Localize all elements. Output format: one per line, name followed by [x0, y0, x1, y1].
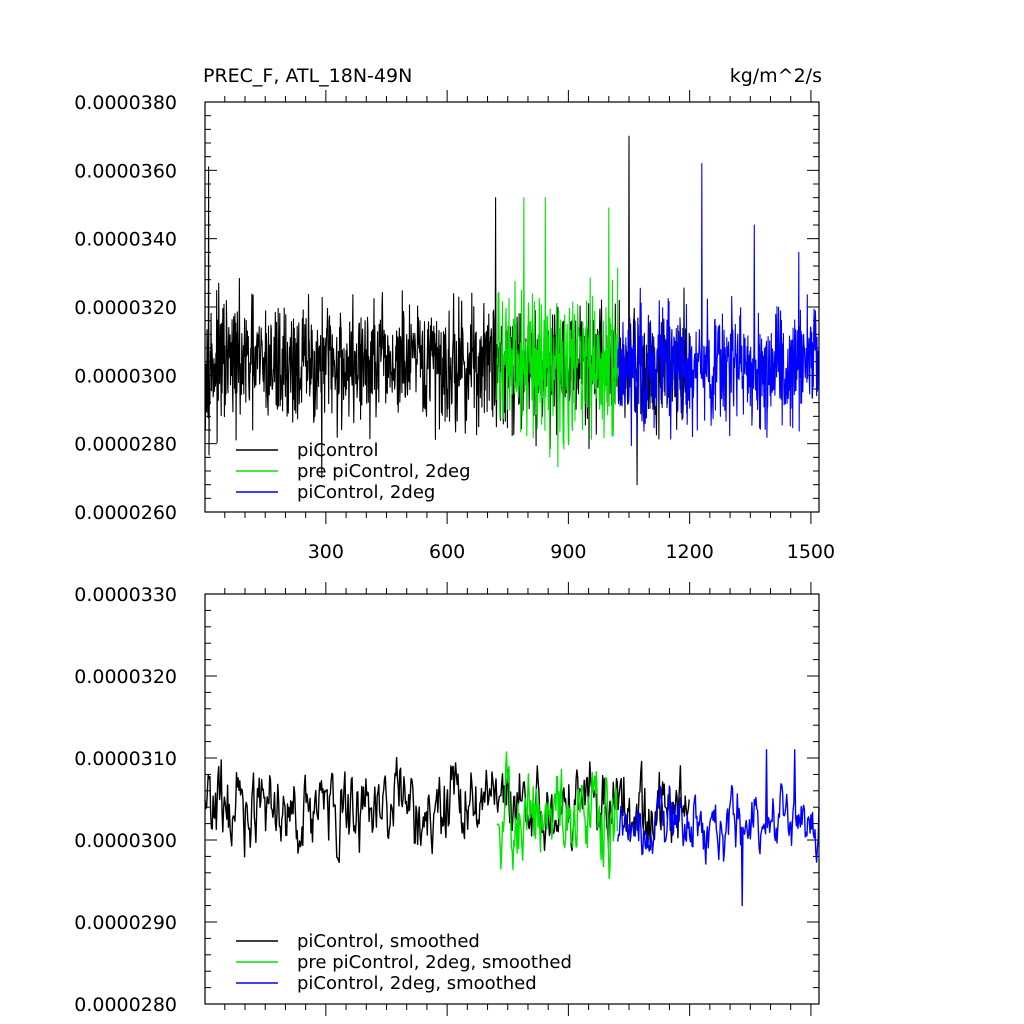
top-panel	[74, 65, 835, 563]
y-tick-label: 0.0000260	[74, 502, 177, 524]
x-tick-label: 1200	[665, 541, 714, 563]
x-tick-label: 300	[307, 541, 344, 563]
legend-label-picontrol: piControl	[297, 440, 379, 461]
y-tick-label: 0.0000290	[74, 912, 177, 934]
legend-label-picontrol-2deg: piControl, 2deg	[297, 482, 436, 503]
y-tick-label: 0.0000380	[74, 92, 177, 114]
y-tick-label: 0.0000280	[74, 994, 177, 1016]
y-tick-label: 0.0000310	[74, 748, 177, 770]
y-tick-label: 0.0000320	[74, 297, 177, 319]
x-tick-label: 600	[428, 541, 466, 563]
y-tick-label: 0.0000360	[74, 160, 177, 183]
y-tick-label: 0.0000280	[74, 433, 177, 456]
top-panel-title: PREC_F, ATL_18N-49N	[203, 65, 413, 87]
legend-label-pre-picontrol-2deg: pre piControl, 2deg	[297, 461, 471, 482]
top-panel-x-tick-labels	[308, 541, 835, 563]
y-tick-label: 0.0000300	[74, 830, 177, 852]
top-panel-y-tick-labels	[74, 92, 177, 524]
bottom-panel-legend	[236, 931, 572, 994]
y-tick-label: 0.0000300	[74, 365, 177, 388]
bottom-panel	[74, 582, 819, 1016]
y-tick-label: 0.0000330	[74, 584, 177, 606]
bottom-panel-y-tick-labels	[74, 584, 177, 1016]
top-panel-legend	[236, 440, 471, 503]
top-panel-series	[205, 136, 819, 485]
x-tick-label: 1500	[786, 541, 836, 563]
y-tick-label: 0.0000320	[74, 666, 177, 688]
y-tick-label: 0.0000340	[74, 228, 177, 251]
top-panel-units: kg/m^2/s	[729, 65, 822, 87]
legend-label-pre-picontrol-2deg-smoothed: pre piControl, 2deg, smoothed	[297, 952, 572, 973]
legend-label-picontrol-2deg-smoothed: piControl, 2deg, smoothed	[297, 973, 537, 994]
legend-label-picontrol-smoothed: piControl, smoothed	[297, 931, 480, 952]
x-tick-label: 900	[550, 541, 587, 563]
bottom-panel-series	[205, 750, 819, 906]
